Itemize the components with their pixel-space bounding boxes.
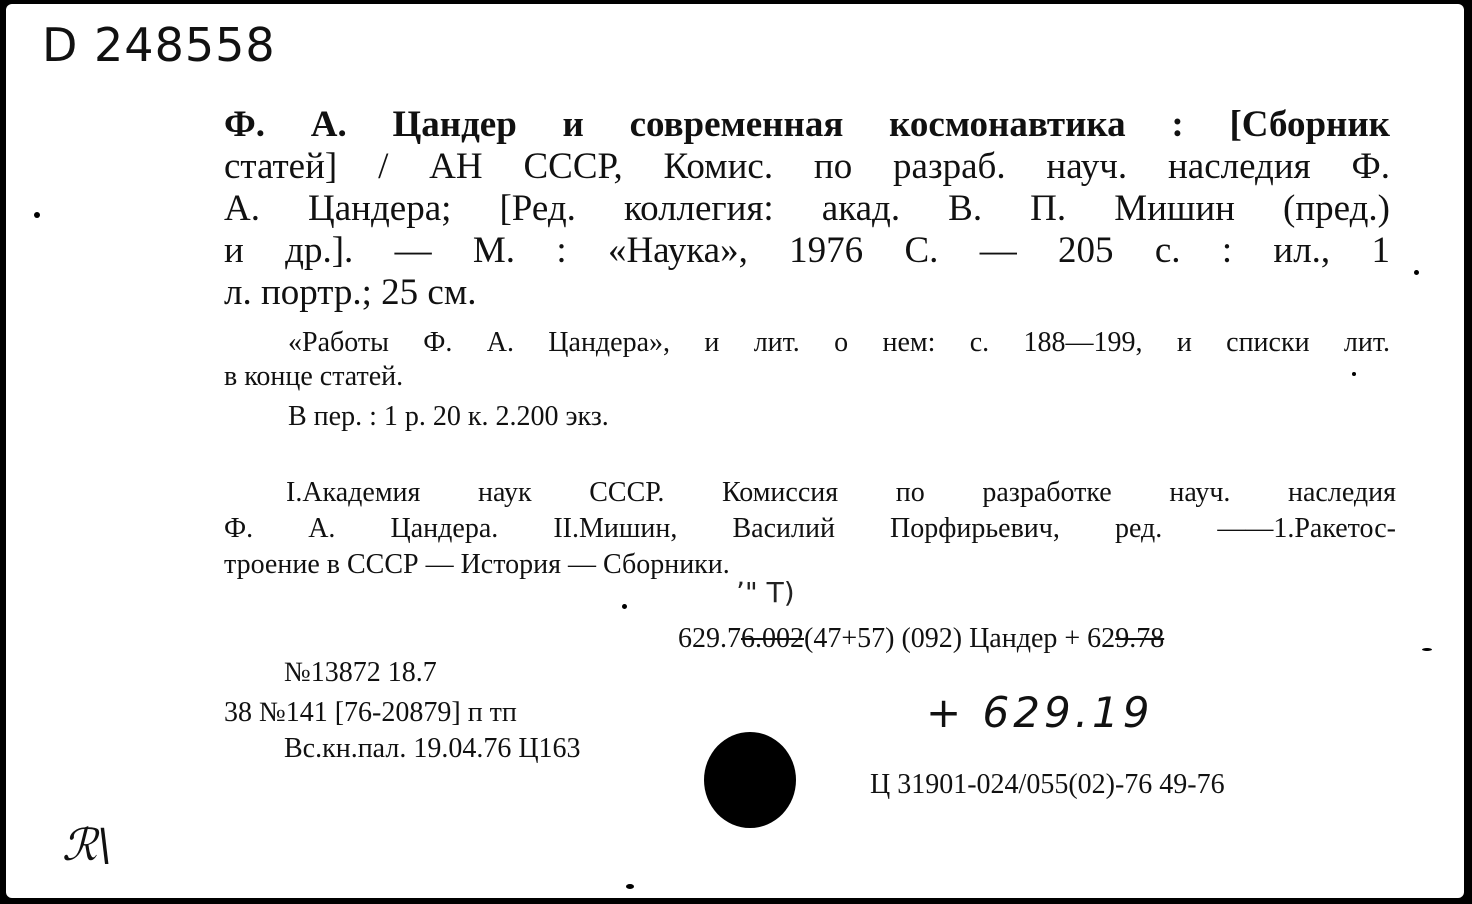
subject-line-3: троение в СССР — История — Сборники. [224, 549, 730, 580]
speck [626, 884, 634, 889]
catalog-card [6, 4, 1464, 898]
note-line-2: в конце статей. [224, 361, 404, 392]
title-line-1-text: Ф. А. Цандер и современная космонавтика : [Сборник [224, 104, 1390, 145]
speck [34, 212, 40, 218]
speck [1352, 372, 1356, 376]
speck [1422, 648, 1432, 651]
bottom-code: Ц 31901-024/055(02)-76 49-76 [870, 769, 1225, 800]
title-line-1 [224, 104, 1390, 146]
title-line-5: л. портр.; 25 см. [224, 272, 477, 313]
price-line: В пер. : 1 р. 20 к. 2.200 экз. [288, 401, 609, 432]
call-number: D 248558 [42, 18, 276, 72]
handwritten-classification: + 629.19 [926, 688, 1154, 737]
title-line-2: статей] / АН СССР, Комис. по разраб. науч. наследия Ф. [224, 146, 1390, 187]
number-line-2: 38 №141 [76-20879] п тп [224, 697, 517, 728]
number-line-3: Вс.кн.пал. 19.04.76 Ц163 [284, 733, 581, 764]
handwritten-initials: ℛ\ [62, 820, 112, 871]
title-line-3: А. Цандера; [Ред. коллегия: акад. В. П. Мишин (пред.) [224, 188, 1390, 229]
class-prefix: 629.7 [678, 623, 741, 654]
speck [622, 604, 627, 609]
classification-line [678, 622, 1164, 655]
class-struck: 6.002 [741, 623, 804, 654]
punch-hole [704, 732, 796, 828]
subject-line-2: Ф. А. Цандера. II.Мишин, Василий Порфирьевич, ред. ——1.Ракетос- [224, 513, 1396, 544]
note-line-1: «Работы Ф. А. Цандера», и лит. о нем: с. 188—199, и списки лит. [288, 327, 1390, 358]
handwritten-annotation: ʼ" Т) [736, 576, 795, 609]
speck [1414, 270, 1419, 275]
subject-line-1: I.Академия наук СССР. Комиссия по разработке науч. наследия [286, 477, 1396, 508]
class-struck-2: 9.78 [1115, 623, 1165, 654]
number-line-1: №13872 18.7 [284, 657, 437, 688]
title-line-4: и др.]. — М. : «Наука», 1976 С. — 205 с. : ил., 1 [224, 230, 1390, 271]
class-rest: (47+57) (092) Цандер + 62 [804, 623, 1116, 654]
